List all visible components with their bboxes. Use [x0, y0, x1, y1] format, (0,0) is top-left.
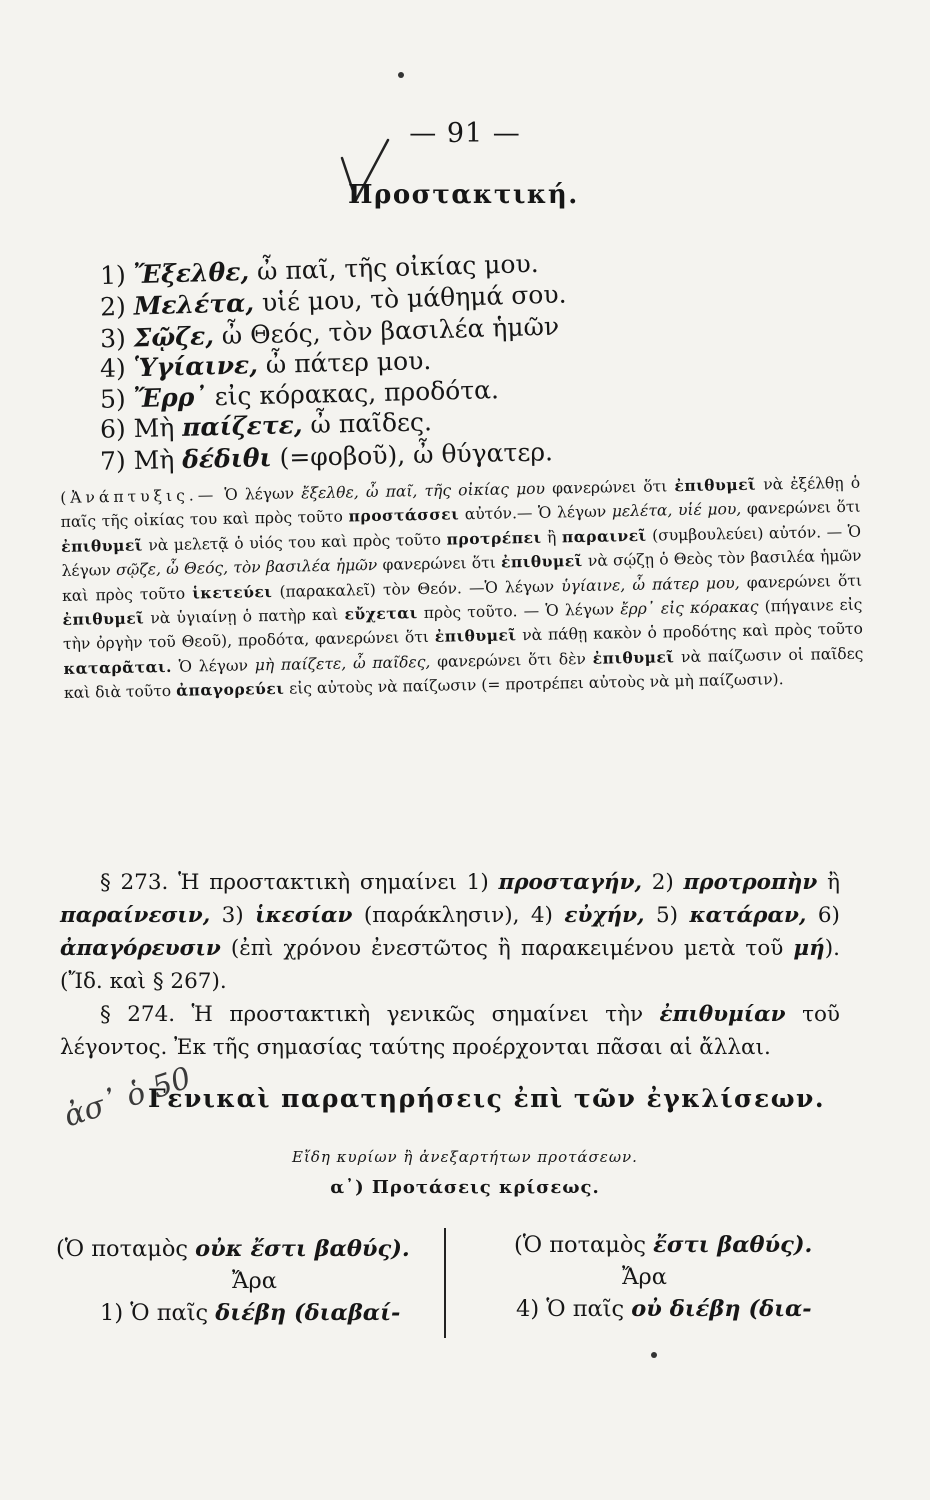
- page-number: — 91 —: [409, 118, 521, 149]
- example-7: 7) Μὴ δέδιθι (=φοβοῦ), ὦ θύγατερ.: [99, 437, 554, 476]
- column-divider: [444, 1228, 446, 1338]
- paragraph-274: § 274. Ἡ προστακτικὴ γενικῶς σημαίνει τὴν ἐπιθυμίαν τοῦ λέγοντος. Ἐκ τῆς σημασίας ταύτης προέρχονται πᾶσαι αἱ ἄλλαι.: [60, 1002, 840, 1060]
- analysis-paragraph: (Ἀνάπτυξις.— Ὁ λέγων ἔξελθε, ὦ παῖ, τῆς οἰκίας μου φανερώνει ὅτι ἐπιθυμεῖ νὰ ἐξέλθῃ ὁ παῖς τῆς οἰκίας του καὶ πρὸς τοῦτο προστάσσει αὐτόν.— Ὁ λέγων μελέτα, υἱέ μου, φανερώνει ὅτι ἐπιθυμεῖ νὰ μελετᾷ ὁ υἱός του καὶ πρὸς τοῦτο προτρέπει ἢ παραινεῖ (συμβουλεύει) αὐτόν. — Ὁ λέγων σῷζε, ὦ Θεός, τὸν βασιλέα ἡμῶν φανερώνει ὅτι ἐπιθυμεῖ νὰ σῴζῃ ὁ Θεὸς τὸν βασιλέα ἡμῶν καὶ πρὸς τοῦτο ἱκετεύει (παρακαλεῖ) τὸν Θεόν. —Ὁ λέγων ὑγίαινε, ὦ πάτερ μου, φανερώνει ὅτι ἐπιθυμεῖ νὰ ὑγιαίνῃ ὁ πατὴρ καὶ εὔχεται πρὸς τοῦτο. — Ὁ λέγων ἔρρ᾽ εἰς κόρακας (πήγαινε εἰς τὴν ὀργὴν τοῦ Θεοῦ), προδότα, φανερώνει ὅτι ἐπιθυμεῖ νὰ πάθῃ κακὸν ὁ προδότης καὶ πρὸς τοῦτο καταρᾶται. Ὁ λέγων μὴ παίζετε, ὦ παῖδες, φανερώνει ὅτι δὲν ἐπιθυμεῖ νὰ παίζωσιν οἱ παῖδες καὶ διὰ τοῦτο ἀπαγορεύει εἰς αὐτοὺς νὰ παίζωσιν (= προτρέπει αὐτοὺς νὰ μὴ παίζωσιν).: [60, 473, 864, 703]
- example-4: 4) Ὑγίαινε, ὦ πάτερ μου.: [99, 345, 432, 384]
- left-col-line-1: (Ὁ ποταμὸς οὐκ ἔστι βαθύς).: [56, 1236, 410, 1262]
- section-title: Προστακτική.: [348, 180, 579, 210]
- paragraph-273: § 273. Ἡ προστακτικὴ σημαίνει 1) προσταγήν, 2) προτροπὴν ἢ παραίνεσιν, 3) ἱκεσίαν (παράκλησιν), 4) εὐχήν, 5) κατάραν, 6) ἀπαγόρευσιν (ἐπὶ χρόνου ἐνεστῶτος ἢ παρακειμένου μετὰ τοῦ μή). (Ἴδ. καὶ § 267).: [60, 870, 840, 994]
- example-2: 2) Μελέτα, υἱέ μου, τὸ μάθημά σου.: [99, 279, 567, 322]
- left-col-line-3: 1) Ὁ παῖς διέβη (διαβαί-: [100, 1300, 401, 1326]
- example-5: 5) Ἔρρ᾽ εἰς κόρακας, προδότα.: [99, 375, 500, 414]
- left-col-line-2: Ἄρα: [232, 1268, 277, 1294]
- right-col-line-3: 4) Ὁ παῖς οὐ διέβη (δια-: [516, 1296, 812, 1322]
- ink-speck: [651, 1352, 657, 1358]
- example-3: 3) Σῷζε, ὦ Θεός, τὸν βασιλέα ἡμῶν: [99, 311, 560, 354]
- subheading-judgment: α᾽) Προτάσεις κρίσεως.: [330, 1177, 600, 1198]
- right-col-line-2: Ἄρα: [622, 1264, 667, 1290]
- example-6: 6) Μὴ παίζετε, ὦ παῖδες.: [99, 407, 433, 444]
- ink-speck: [398, 72, 404, 78]
- right-col-line-1: (Ὁ ποταμὸς ἔστι βαθύς).: [514, 1232, 813, 1258]
- subheading-sentence-types: Εἴδη κυρίων ἢ ἀνεξαρτήτων προτάσεων.: [292, 1148, 638, 1166]
- example-1: 1) Ἔξελθε, ὦ παῖ, τῆς οἰκίας μου.: [99, 248, 540, 291]
- section-heading-moods: Γενικαὶ παρατηρήσεις ἐπὶ τῶν ἐγκλίσεων.: [148, 1084, 826, 1113]
- margin-handwritten-note: ἀσ᾽ ὁ 50: [59, 1060, 196, 1135]
